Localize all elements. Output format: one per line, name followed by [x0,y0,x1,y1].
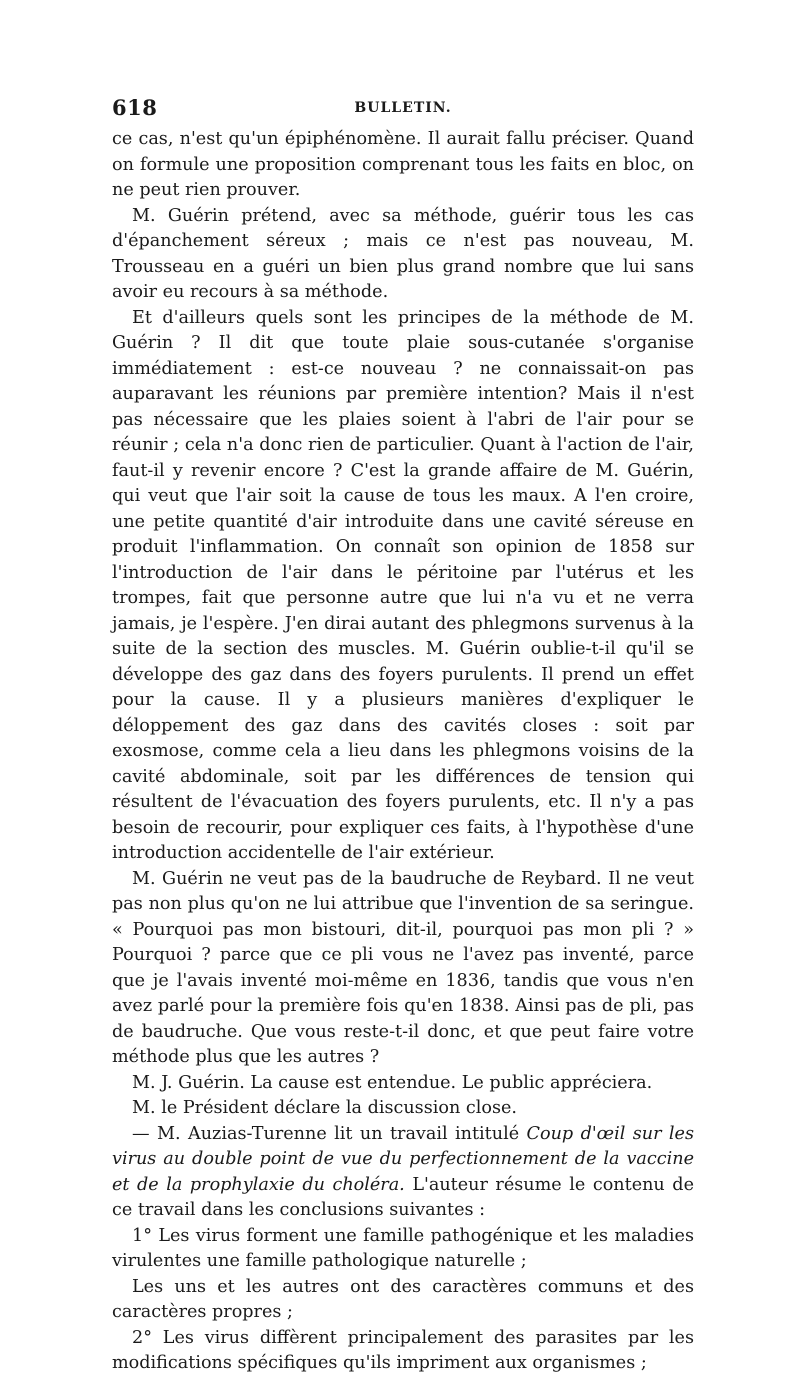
conclusion-item-1-continued: Les uns et les autres ont des caractères communs et des caractères propres ; [112,1276,694,1322]
page-number: 618 [112,95,158,120]
paragraph-discussion-close: M. le Président déclare la discussion close. [132,1098,517,1118]
document-page [112,95,694,1377]
work-title: Coup d'œil sur les virus au double point de vue du perfectionnement de la vaccine et de la prophylaxie du choléra. [112,1123,694,1195]
paragraph-lead: — M. Auzias-Turenne lit un travail intitulé [132,1123,527,1144]
paragraph-continuation: ce cas, n'est qu'un épiphénomène. Il aurait fallu préciser. Quand on formule une proposition comprenant tous les faits en bloc, on ne peut rien prouver. [112,129,694,200]
paragraph-guerin-method: M. Guérin prétend, avec sa méthode, guérir tous les cas d'épanchement séreux ; mais ce n'est pas nouveau, M. Trousseau en a guéri un bien plus grand nombre que lui sans avoir eu recours à sa méthode. [112,205,694,302]
running-title: BULLETIN. [354,100,452,116]
paragraph-tail: L'auteur résume le contenu de ce travail dans les conclusions suivantes : [112,1174,694,1220]
body-text [112,127,694,1377]
page-header [112,95,694,127]
conclusion-item-2: 2° Les virus diffèrent principalement des parasites par les modifications spécifiques qu'ils impriment aux organismes ; [112,1327,694,1373]
paragraph-baudruche: M. Guérin ne veut pas de la baudruche de Reybard. Il ne veut pas non plus qu'on ne lui attribue que l'invention de sa seringue. « Pourquoi pas mon bistouri, dit-il, pourquoi pas mon pli ? » Pourquoi ? parce que ce pli vous ne l'avez pas inventé, parce que je l'avais inventé moi-même en 1836, tandis que vous n'en avez parlé pour la première fois qu'en 1838. Ainsi pas de pli, pas de baudruche. Que vous reste-t-il donc, et que peut faire votre méthode plus que les autres ? [112,868,694,1067]
paragraph-auzias-turenne [112,1122,694,1224]
paragraph-principles: Et d'ailleurs quels sont les principes de la méthode de M. Guérin ? Il dit que toute plaie sous-cutanée s'organise immédiatement : est-ce nouveau ? ne connaissait-on pas auparavant les réunions par première intention? Mais il n'est pas nécessaire que les plaies soient à l'abri de l'air pour se réunir ; cela n'a donc rien de particulier. Quant à l'action de l'air, faut-il y revenir encore ? C'est la grande affaire de M. Guérin, qui veut que l'air soit la cause de tous les maux. A l'en croire, une petite quantité d'air introduite dans une cavité séreuse en produit l'inflammation. On connaît son opinion de 1858 sur l'introduction de l'air dans le péritoine par l'utérus et les trompes, fait que personne autre que lui n'a vu et ne verra jamais, je l'espère. J'en dirai autant des phlegmons survenus à la suite de la section des muscles. M. Guérin oublie-t-il qu'il se développe des gaz dans des foyers purulents. Il prend un effet pour la cause. Il y a plusieurs manières d'expliquer le déloppement des gaz dans des cavités closes : soit par exosmose, comme cela a lieu dans les phlegmons voisins de la cavité abdominale, soit par les différences de tension qui résultent de l'évacuation des foyers purulents, etc. Il n'y a pas besoin de recourir, pour expliquer ces faits, à l'hypothèse d'une introduction accidentelle de l'air extérieur. [112,307,694,863]
conclusion-item-1: 1° Les virus forment une famille pathogénique et les maladies virulentes une famille pathologique naturelle ; [112,1225,694,1271]
paragraph-guerin-reply: M. J. Guérin. La cause est entendue. Le public appréciera. [132,1072,653,1093]
